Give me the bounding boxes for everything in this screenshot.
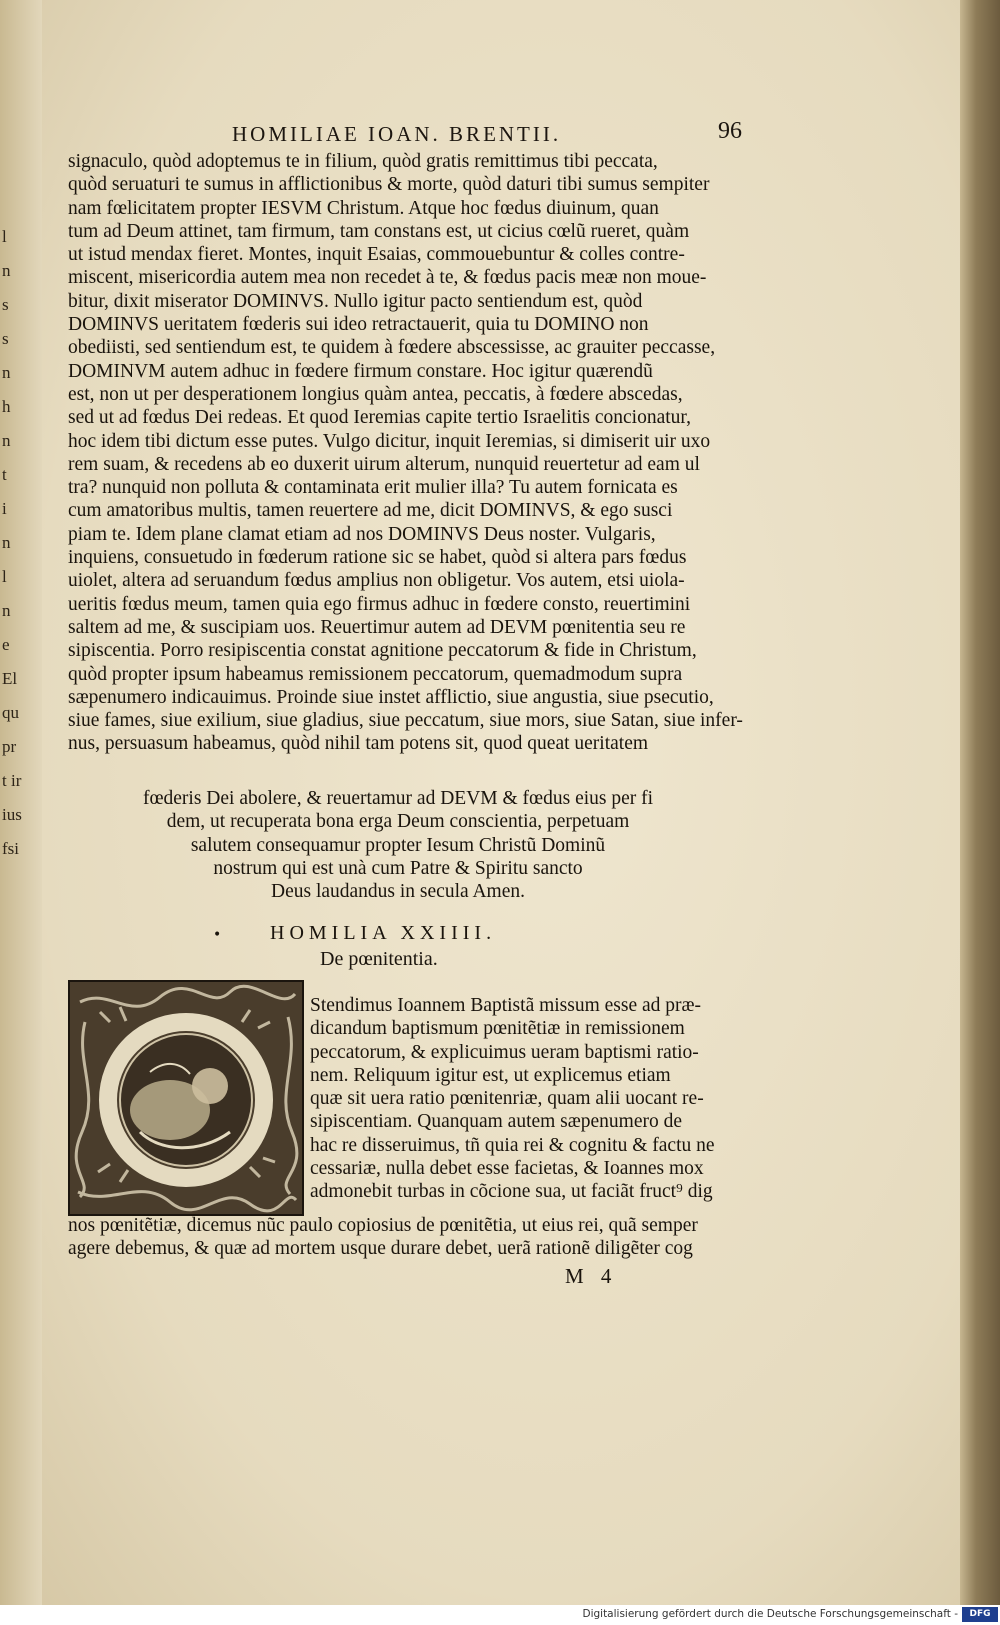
- text-line: siue fames, siue exilium, siue gladius, siue peccatum, siue mors, siue Satan, siue infer-: [68, 710, 743, 732]
- text-line: est, non ut per desperationem longius quàm antea, peccatis, à fœdere abscedas,: [68, 383, 683, 405]
- text-line: nem. Reliquum igitur est, ut explicemus etiam: [310, 1064, 671, 1086]
- text-line: signaculo, quòd adoptemus te in filium, quòd gratis remittimus tibi peccata,: [68, 151, 658, 172]
- text-line: cessariæ, nulla debet esse facietas, & Ioannes mox: [310, 1158, 704, 1180]
- margin-fragment: El: [2, 669, 18, 688]
- margin-fragment: ius: [2, 805, 22, 824]
- margin-fragment: n: [2, 601, 11, 620]
- text-line: quæ sit uera ratio pœnitenriæ, quam alii uocant re-: [310, 1088, 704, 1110]
- text-line: ut istud mendax fieret. Montes, inquit Esaias, commouebuntur & colles contre-: [68, 244, 685, 266]
- margin-fragment: n: [2, 533, 11, 552]
- margin-fragment: fsi: [2, 839, 19, 858]
- text-line: bitur, dixit miserator DOMINVS. Nullo igitur pacto sentiendum est, quòd: [68, 290, 643, 312]
- left-page-margin-text: [2, 220, 28, 866]
- text-line: peccatorum, & explicuimus ueram baptismi ratio-: [310, 1041, 699, 1063]
- text-line: ueritis fœdus meum, tamen quia ego firmus adhuc in fœdere consto, reuertimini: [68, 593, 691, 615]
- dfg-logo: DFG: [962, 1607, 998, 1622]
- text-line: salutem consequamur propter Iesum Christũ Dominũ: [190, 834, 606, 856]
- text-line: tum ad Deum attinet, tam firmum, tam constans est, ut cicius cœlũ rueret, quàm: [68, 220, 690, 242]
- text-line: rem suam, & recedens ab eo duxerit uirum alterum, nunquid reuertetur ad eam ul: [68, 453, 700, 475]
- text-line: admonebit turbas in cõcione sua, ut faciãt fruct⁹ dig: [310, 1181, 713, 1203]
- decorated-initial-o: [68, 980, 304, 1216]
- folio-number: 96: [718, 118, 742, 144]
- text-line: dem, ut recuperata bona erga Deum conscientia, perpetuam: [166, 811, 630, 833]
- footer-bar: [0, 1605, 1000, 1625]
- margin-fragment: s: [2, 329, 9, 348]
- right-page-edge: [960, 0, 1000, 1605]
- text-line: piam te. Idem plane clamat etiam ad nos DOMINVS Deus noster. Vulgaris,: [68, 523, 656, 545]
- margin-fragment: n: [2, 261, 11, 280]
- text-line: sipiscentiam. Quanquam autem sæpenumero de: [310, 1111, 683, 1133]
- text-line: sæpenumero indicauimus. Proinde siue instet afflictio, siue angustia, siue psecutio,: [68, 686, 714, 708]
- margin-fragment: t ir: [2, 771, 22, 790]
- text-line: quòd seruaturi te sumus in afflictionibus & morte, quòd daturi tibi sumus sempiter: [68, 174, 710, 196]
- margin-fragment: l: [2, 567, 7, 586]
- footer-credit: Digitalisierung gefördert durch die Deutsche Forschungsgemeinschaft -: [582, 1608, 958, 1620]
- homily-subtitle: De pœnitentia.: [320, 948, 438, 970]
- text-line: fœderis Dei abolere, & reuertamur ad DEVM & fœdus eius per fi: [142, 788, 654, 809]
- text-line: quòd propter ipsum habeamus remissionem peccatorum, quemadmodum supra: [68, 663, 683, 685]
- homily-paragraph-continuation: [68, 1214, 738, 1261]
- text-line: dicandum baptismum pœnitẽtiæ in remissionem: [310, 1018, 685, 1040]
- text-line: inquiens, consuetudo in fœderum ratione sic se habet, quòd si altera pars fœdus: [68, 547, 687, 569]
- homily-mark: •: [213, 927, 222, 943]
- text-line: Deus laudandus in secula Amen.: [271, 881, 525, 903]
- text-line: miscent, misericordia autem mea non recedet à te, & fœdus pacis meæ non moue-: [68, 267, 707, 289]
- homily-first-paragraph: [310, 994, 730, 1204]
- text-line: obediisti, sed sentiendum est, te quidem à fœdere abscessisse, ac grauiter peccasse,: [68, 337, 716, 359]
- margin-fragment: e: [2, 635, 10, 654]
- margin-fragment: h: [2, 397, 11, 416]
- text-line: DOMINVS ueritatem fœderis sui ideo retractauerit, quia tu DOMINO non: [68, 314, 649, 336]
- margin-fragment: n: [2, 431, 11, 450]
- text-line: nam fœlicitatem propter IESVM Christum. Atque hoc fœdus diuinum, quan: [68, 197, 659, 219]
- text-line: uiolet, altera ad seruandum fœdus amplius non obligetur. Vos autem, etsi uiola-: [68, 570, 685, 592]
- margin-fragment: s: [2, 295, 9, 314]
- text-line: sed ut ad fœdus Dei redeas. Et quod Ieremias capite tertio Israelitis concionatur,: [68, 407, 692, 429]
- woodcut-initial-image: [70, 982, 302, 1214]
- margin-fragment: t: [2, 465, 7, 484]
- margin-fragment: i: [2, 499, 7, 518]
- text-line: saltem ad me, & suscipiam uos. Reuertimur autem ad DEVM pœnitentia seu re: [68, 616, 686, 638]
- running-title: HOMILIAE IOAN. BRENTII.: [232, 122, 562, 146]
- margin-fragment: pr: [2, 737, 17, 756]
- text-line: hac re disseruimus, tñ quia rei & cognitu & factu ne: [310, 1134, 715, 1156]
- homily-title: HOMILIA XXIIII.: [270, 922, 497, 944]
- closing-text: [68, 787, 728, 903]
- margin-fragment: l: [2, 227, 7, 246]
- text-line: tra? nunquid non polluta & contaminata erit mulier illa? Tu autem fornicata es: [68, 477, 678, 499]
- text-line: cum amatoribus multis, tamen reuertere ad me, dicit DOMINVS, & ego susci: [68, 500, 673, 522]
- text-line: hoc idem tibi dictum esse putes. Vulgo dicitur, inquit Ieremias, si dimiserit uir uxo: [68, 430, 711, 452]
- text-line: Stendimus Ioannem Baptistã missum esse ad præ-: [310, 995, 702, 1016]
- text-line: nostrum qui est unà cum Patre & Spiritu sancto: [213, 857, 583, 879]
- text-line: nos pœnitẽtiæ, dicemus nũc paulo copiosius de pœnitẽtia, ut eius rei, quã semper: [68, 1215, 698, 1236]
- body-text: [68, 150, 743, 756]
- margin-fragment: qu: [2, 703, 19, 722]
- text-line: nus, persuasum habeamus, quòd nihil tam potens sit, quod queat ueritatem: [68, 733, 649, 755]
- margin-fragment: n: [2, 363, 11, 382]
- text-line: sipiscentia. Porro resipiscentia constat agnitione peccatorum & fide in Christum,: [68, 640, 697, 662]
- text-line: DOMINVM autem adhuc in fœdere firmum constare. Hoc igitur quærendũ: [68, 360, 653, 382]
- text-line: agere debemus, & quæ ad mortem usque durare debet, uerã rationẽ diligẽter cog: [68, 1238, 693, 1260]
- signature-mark: M 4: [565, 1264, 618, 1288]
